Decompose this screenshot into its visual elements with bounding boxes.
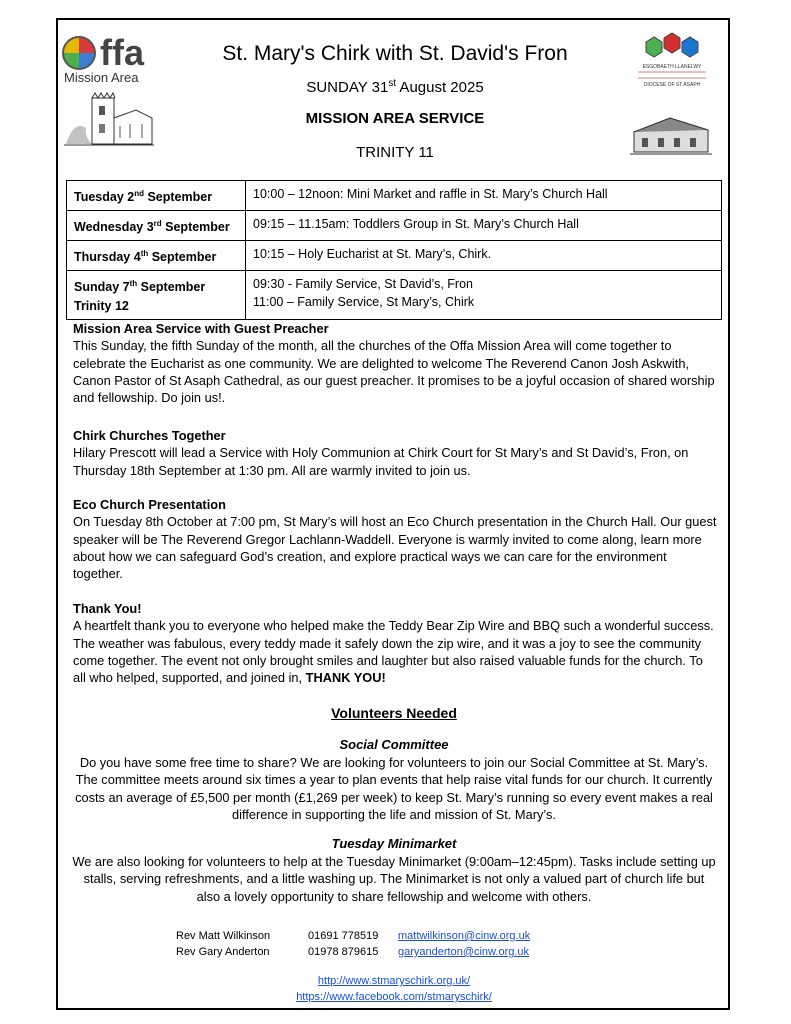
schedule-event: 10:00 – 12noon: Mini Market and raffle in St. Mary’s Church Hall: [246, 181, 722, 211]
schedule-day: Tuesday 2nd September: [67, 181, 246, 211]
service-date: SUNDAY 31st August 2025: [306, 78, 484, 96]
contact-list: [176, 928, 530, 960]
diocese-english-name: DIOCESE OF ST ASAPH: [643, 82, 701, 88]
offa-logo-emblem-icon: [62, 36, 96, 70]
contact-phone: 01978 879615: [308, 946, 379, 958]
section-heading: Mission Area Service with Guest Preacher: [73, 321, 329, 336]
schedule-day: Sunday 7th September Trinity 12: [67, 271, 246, 319]
thank-you-section: [73, 600, 718, 686]
contact-row: [176, 928, 530, 944]
weekly-schedule-table: [66, 180, 722, 320]
table-row: [67, 181, 722, 211]
contact-name: Rev Matt Wilkinson: [176, 930, 271, 942]
contact-phone: 01691 778519: [308, 930, 379, 942]
section-text: On Tuesday 8th October at 7:00 pm, St Mary’s will host an Eco Church presentation in the Church Hall. Our guest speaker will be The Reverend Gregor Lachlann-Waddell. Everyone is warmly invited to come along, learn more about how we can safeguard God’s creation, and explore practical ways we can care for the environment together.: [73, 514, 717, 582]
offa-logo-word: ffa: [100, 32, 144, 73]
table-row: [67, 271, 722, 319]
chirk-churches-section: [73, 427, 718, 479]
social-committee-text: Do you have some free time to share? We are looking for volunteers to join our Social Committee at St. Mary’s. The committee meets around six times a year to plan events that help raise vital funds for our church. It currently costs an average of £5,500 per month (£1,269 per week) to keep St. Mary’s running so every event makes a real difference in supporting the life and mission of St. Mary’s.: [75, 755, 713, 822]
website-link[interactable]: http://www.stmaryschirk.org.uk/: [317, 975, 471, 987]
table-row: [67, 241, 722, 271]
section-text: A heartfelt thank you to everyone who helped make the Teddy Bear Zip Wire and BBQ such a wonderful success. The weather was fabulous, every teddy made it safely down the zip wire, and it was a joy to see the community come together. The event not only brought smiles and laughter but also raised valuable funds for the church. To all who helped, supported, and joined in, THANK YOU!: [73, 618, 714, 686]
schedule-event: 10:15 – Holy Eucharist at St. Mary’s, Chirk.: [246, 241, 722, 271]
offa-logo-subtitle: Mission Area: [64, 70, 139, 85]
offa-mission-logo: [62, 34, 162, 84]
table-row: [67, 211, 722, 241]
liturgical-week: TRINITY 11: [356, 144, 434, 161]
diocese-welsh-name: ESGOBAETH LLANELWY: [642, 64, 702, 70]
facebook-link-row: [66, 991, 722, 1003]
st-davids-church-sketch: [630, 110, 712, 158]
page-title: St. Mary's Chirk with St. David's Fron: [222, 42, 568, 65]
social-committee-heading: Social Committee: [339, 737, 449, 752]
schedule-day: Wednesday 3rd September: [67, 211, 246, 241]
diocese-st-asaph-logo: [632, 32, 712, 96]
minimarket-text: We are also looking for volunteers to help at the Tuesday Minimarket (9:00am–12:45pm). Tasks include setting up stalls, serving refreshments, and a little washing up. The Minimarket is not only a valued part of church life but also a lovely opportunity to share fellowship and welcome with others.: [72, 854, 716, 904]
contact-email-link[interactable]: mattwilkinson@cinw.org.uk: [398, 930, 531, 942]
st-marys-church-sketch: [64, 90, 154, 148]
website-link-row: [66, 975, 722, 987]
schedule-event: 09:15 – 11.15am: Toddlers Group in St. Mary’s Church Hall: [246, 211, 722, 241]
facebook-link[interactable]: https://www.facebook.com/stmaryschirk/: [296, 991, 492, 1003]
section-text: Hilary Prescott will lead a Service with Holy Communion at Chirk Court for St Mary’s and St David’s, Fron, on Thursday 18th September at 1:30 pm. All are warmly invited to join us.: [73, 445, 689, 478]
contact-email-link[interactable]: garyanderton@cinw.org.uk: [398, 946, 530, 958]
schedule-event: 09:30 - Family Service, St David’s, Fron 11:00 – Family Service, St Mary’s, Chirk: [246, 271, 722, 319]
contact-name: Rev Gary Anderton: [176, 946, 270, 958]
section-heading: Chirk Churches Together: [73, 428, 226, 443]
eco-church-section: [73, 496, 718, 582]
contact-row: [176, 944, 530, 960]
section-text: This Sunday, the fifth Sunday of the month, all the churches of the Offa Mission Area will come together to celebrate the Eucharist as one community. We are delighted to welcome The Reverend Canon Josh Askwith, Canon Pastor of St Asaph Cathedral, as our guest preacher. It promises to be a joyful occasion of shared worship and fellowship. Do join us!.: [73, 338, 715, 406]
minimarket-heading: Tuesday Minimarket: [331, 836, 457, 851]
section-heading: Thank You!: [73, 601, 142, 616]
service-subtitle: MISSION AREA SERVICE: [305, 110, 485, 127]
volunteers-heading: Volunteers Needed: [331, 705, 457, 721]
schedule-day: Thursday 4th September: [67, 241, 246, 271]
section-heading: Eco Church Presentation: [73, 497, 226, 512]
guest-preacher-section: [73, 320, 718, 406]
